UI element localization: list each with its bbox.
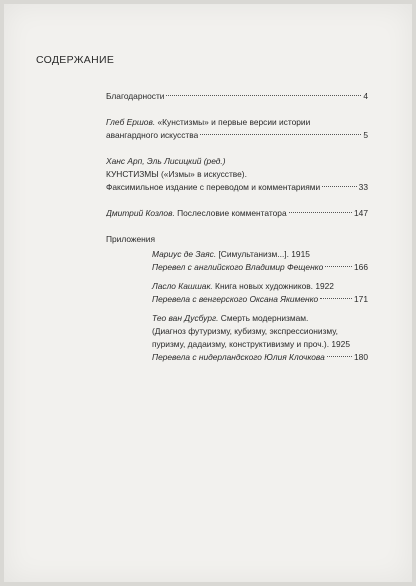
entry-translator: Перевела с нидерландского Юлия Клочкова	[152, 352, 325, 362]
dot-leader	[320, 298, 352, 299]
toc-entry-kunstismen	[106, 155, 368, 194]
dot-leader	[325, 266, 352, 267]
toc-entry-kozlov	[106, 207, 368, 220]
entry-author: Ханс Арп, Эль Лисицкий (ред.)	[106, 156, 226, 166]
page-number: 171	[354, 294, 368, 304]
entry-title: Благодарности	[106, 91, 165, 101]
entry-translator: Перевела с венгерского Оксана Якименко	[152, 294, 319, 304]
book-page	[4, 4, 412, 582]
page-number: 166	[354, 262, 368, 272]
entry-title: Послесловие комментатора	[174, 208, 287, 218]
dot-leader	[289, 212, 352, 213]
entry-translator: Перевел с английского Владимир Фещенко	[152, 262, 324, 272]
page-number: 33	[358, 182, 368, 192]
contents-heading: СОДЕРЖАНИЕ	[36, 54, 115, 66]
entry-author: Ласло Кашшак.	[152, 281, 213, 291]
entry-title-cont: пуризму, дадаизму, конструктивизму и проч.). 1925	[152, 339, 350, 349]
toc-entry-acknowledgements	[106, 90, 368, 103]
entry-title: «Кунстизмы» и первые версии истории	[155, 117, 311, 127]
appendix-item-zayas	[152, 248, 368, 274]
appendix-item-kassak	[152, 280, 368, 306]
entry-author: Глеб Ершов.	[106, 117, 156, 127]
page-number: 147	[354, 208, 368, 218]
page-number: 4	[363, 91, 368, 101]
toc-entry-ershov	[106, 116, 368, 142]
entry-author: Мариус де Заяс.	[152, 249, 217, 259]
page-number: 180	[354, 352, 368, 362]
entry-author: Тео ван Дусбург.	[152, 313, 219, 323]
dot-leader	[322, 186, 356, 187]
page-number: 5	[363, 130, 368, 140]
dot-leader	[327, 356, 352, 357]
appendix-heading: Приложения	[106, 234, 155, 244]
entry-author: Дмитрий Козлов.	[106, 208, 175, 218]
entry-title-cont: Факсимильное издание с переводом и комментариями	[106, 182, 321, 192]
entry-title: КУНСТИЗМЫ («Измы» в искусстве).	[106, 169, 247, 179]
entry-title-cont: авангардного искусства	[106, 130, 199, 140]
entry-title: Смерть модернизмам.	[218, 313, 309, 323]
dot-leader	[200, 134, 361, 135]
appendix-item-doesburg	[152, 312, 368, 364]
entry-title-cont: (Диагноз футуризму, кубизму, экспрессионизму,	[152, 326, 338, 336]
dot-leader	[166, 95, 361, 96]
entry-title: Книга новых художников. 1922	[212, 281, 334, 291]
table-of-contents	[106, 90, 368, 370]
entry-title: [Симультанизм...]. 1915	[216, 249, 310, 259]
